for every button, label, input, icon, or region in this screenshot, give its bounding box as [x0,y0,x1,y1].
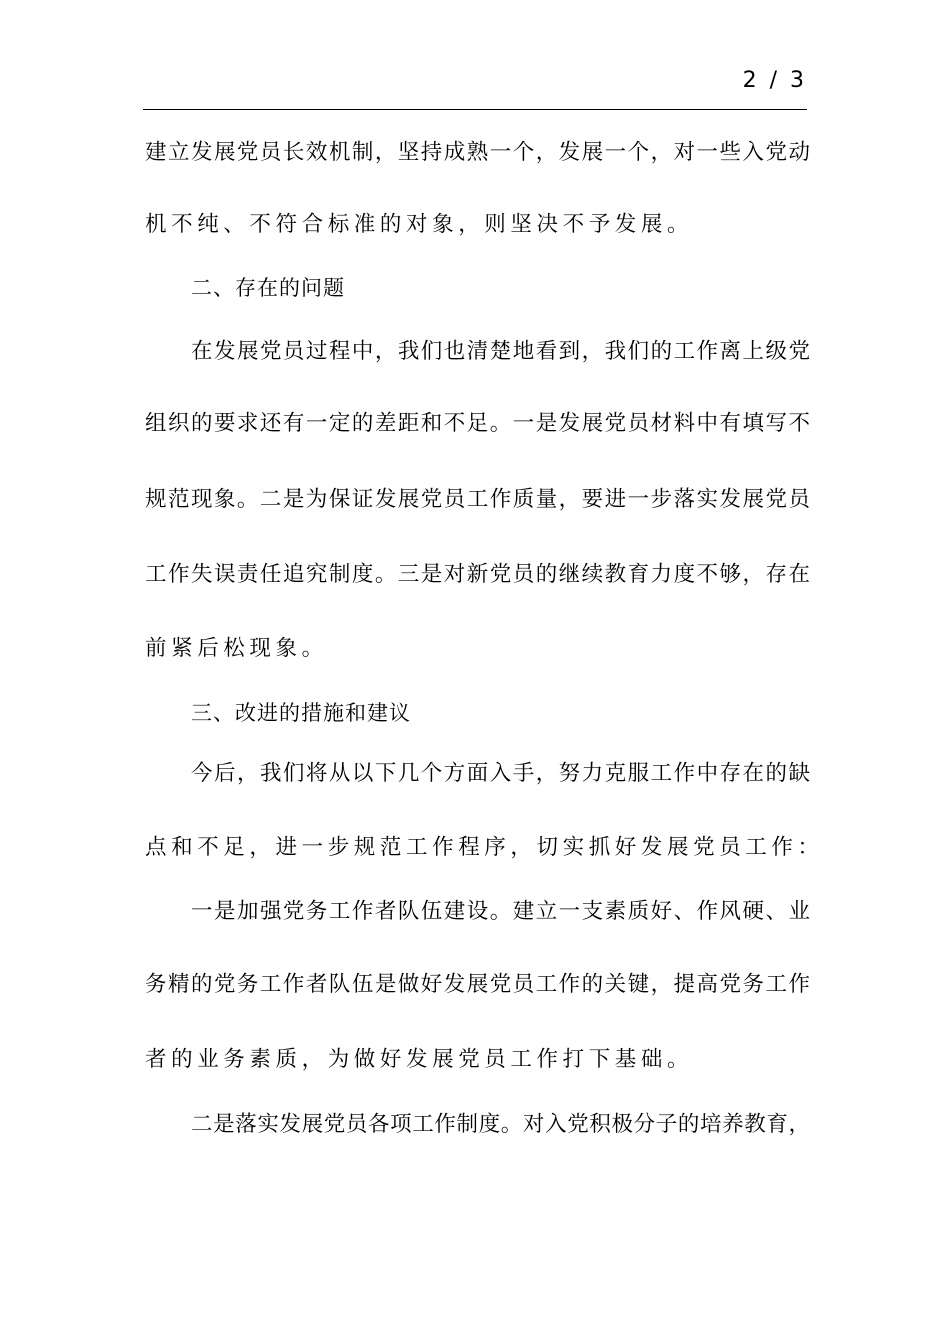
paragraph-line: 在发展党员过程中，我们也清楚地看到，我们的工作离上级党 [191,339,810,364]
paragraph-line: 规范现象。二是为保证发展党员工作质量，要进一步落实发展党员 [145,487,810,512]
page-number: 2 / 3 [742,68,807,93]
paragraph-line: 二是落实发展党员各项工作制度。对入党积极分子的培养教育， [191,1112,810,1137]
section-heading-problems: 二、存在的问题 [191,276,345,300]
paragraph-line: 者的业务素质，为做好发展党员工作打下基础。 [145,1047,694,1072]
paragraph-line: 一是加强党务工作者队伍建设。建立一支素质好、作风硬、业 [191,899,810,924]
paragraph-line: 今后，我们将从以下几个方面入手，努力克服工作中存在的缺 [191,761,810,786]
paragraph-line: 工作失误责任追究制度。三是对新党员的继续教育力度不够，存在 [145,562,810,587]
header-divider [143,109,807,110]
section-heading-measures: 三、改进的措施和建议 [191,701,411,725]
paragraph-line: 组织的要求还有一定的差距和不足。一是发展党员材料中有填写不 [145,411,810,436]
paragraph-line: 务精的党务工作者队伍是做好发展党员工作的关键，提高党务工作 [145,972,810,997]
paragraph-line: 前紧后松现象。 [145,636,328,661]
paragraph-line: 机不纯、不符合标准的对象，则坚决不予发展。 [145,212,694,237]
paragraph-line: 建立发展党员长效机制，坚持成熟一个，发展一个，对一些入党动 [145,140,810,165]
paragraph-line: 点和不足，进一步规范工作程序，切实抓好发展党员工作： [145,835,824,860]
